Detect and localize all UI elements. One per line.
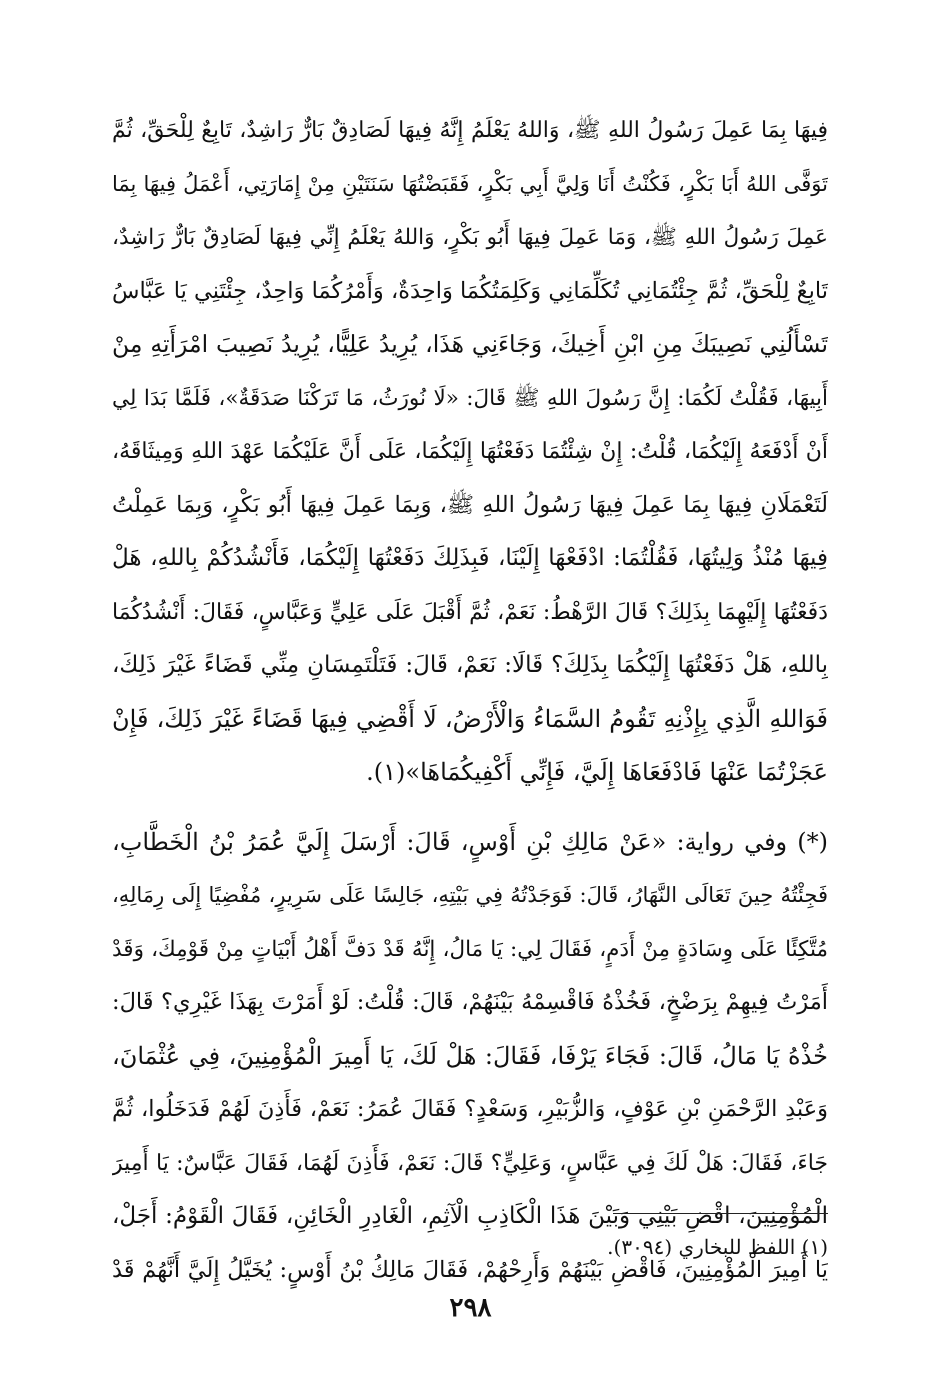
text-line: تَسْأَلُنِي نَصِيبَكَ مِنِ ابْنِ أَخِيكَ، وَجَاءَنِي هَذَا، يُرِيدُ عَلِيًّا، يُرِيدُ نَصِيبَ امْرَأَتِهِ مِنْ bbox=[112, 330, 828, 358]
text-line: جَاءَ، فَقَالَ: هَلْ لَكَ فِي عَبَّاسٍ، وَعَلِيٍّ؟ قَالَ: نَعَمْ، فَأَذِنَ لَهُمَا، فَقَالَ عَبَّاسٌ: يَا أَمِيرَ bbox=[112, 1150, 828, 1176]
footnote-divider bbox=[613, 1213, 828, 1214]
text-line: فِيهَا مُنْذُ وَلِيتُهَا، فَقُلْتُمَا: ادْفَعْهَا إِلَيْنَا، فَبِذَلِكَ دَفَعْتُهَا إِلَيْكُمَا، فَأَنْشُدُكُمْ بِاللهِ، هَلْ bbox=[112, 545, 828, 571]
text-line: أَمَرْتُ فِيهِمْ بِرَضْخٍ، فَخُذْهُ فَاقْسِمْهُ بَيْنَهُمْ، قَالَ: قُلْتُ: لَوْ أَمَرْتَ بِهَذَا غَيْرِي؟ قَالَ: bbox=[112, 989, 828, 1015]
text-line: أَنْ أَدْفَعَهُ إِلَيْكُمَا، قُلْتُ: إِنْ شِئْتُمَا دَفَعْتُهَا إِلَيْكُمَا، عَلَى أَنَّ عَلَيْكُمَا عَهْدَ اللهِ وَمِيثَاقَهُ، bbox=[112, 439, 828, 464]
text-line: وَعَبْدِ الرَّحْمَنِ بْنِ عَوْفٍ، وَالزُّبَيْرِ، وَسَعْدٍ؟ فَقَالَ عُمَرُ: نَعَمْ، فَأَذِنَ لَهُمْ فَدَخَلُوا، ثُمَّ bbox=[112, 1096, 828, 1122]
paragraph-spacer bbox=[112, 800, 828, 816]
text-line: فَجِئْتُهُ حِينَ تَعَالَى النَّهَارُ، قَالَ: فَوَجَدْتُهُ فِي بَيْتِهِ، جَالِسًا عَلَى سَرِيرٍ، مُفْضِيًا إِلَى رِمَالِهِ، bbox=[112, 883, 828, 907]
text-line: يَا أَمِيرَ الْمُؤْمِنِينَ، فَاقْضِ بَيْنَهُمْ وَأَرِحْهُمْ، فَقَالَ مَالِكُ بْنُ أَوْسٍ: يُخَيَّلُ إِلَيَّ أَنَّهُمْ قَدْ bbox=[112, 1256, 828, 1283]
footnote: (١) اللفظ للبخاري (٣٠٩٤). bbox=[607, 1235, 828, 1259]
text-line: فِيهَا بِمَا عَمِلَ رَسُولُ اللهِ ﷺ، وَاللهُ يَعْلَمُ إِنَّهُ فِيهَا لَصَادِقٌ بَارٌّ رَاشِدٌ، تَابِعٌ لِلْحَقِّ، ثُمَّ bbox=[112, 118, 828, 143]
text-line: عَجَزْتُمَا عَنْهَا فَادْفَعَاهَا إِلَيَّ، فَإِنِّي أَكْفِيكُمَاهَا»(١). bbox=[366, 758, 828, 786]
paragraph bbox=[112, 104, 828, 800]
paragraph bbox=[112, 816, 828, 1298]
text-line: أَبِيهَا، فَقُلْتُ لَكُمَا: إِنَّ رَسُولَ اللهِ ﷺ قَالَ: «لَا نُورَثُ، مَا تَرَكْنَا صَدَقَةٌ»، فَلَمَّا بَدَا لِي bbox=[112, 385, 828, 411]
page-number: ٢٩٨ bbox=[449, 1293, 492, 1323]
text-line: (*) وفي رواية: «عَنْ مَالِكِ بْنِ أَوْسٍ، قَالَ: أَرْسَلَ إِلَيَّ عُمَرُ بْنُ الْخَطَّابِ، bbox=[112, 827, 828, 856]
text-line: بِاللهِ، هَلْ دَفَعْتُهَا إِلَيْكُمَا بِذَلِكَ؟ قَالَا: نَعَمْ، قَالَ: فَتَلْتَمِسَانِ مِنِّي قَضَاءً غَيْرَ ذَلِكَ، bbox=[112, 652, 828, 678]
text-line: دَفَعْتُهَا إِلَيْهِمَا بِذَلِكَ؟ قَالَ الرَّهْطُ: نَعَمْ، ثُمَّ أَقْبَلَ عَلَى عَلِيٍّ وَعَبَّاسٍ، فَقَالَ: أَنْشُدُكُمَا bbox=[112, 599, 828, 625]
text-line: لَتَعْمَلَانِ فِيهَا بِمَا عَمِلَ فِيهَا رَسُولُ اللهِ ﷺ، وَبِمَا عَمِلَ فِيهَا أَبُو بَكْرٍ، وَبِمَا عَمِلْتُ bbox=[112, 491, 828, 518]
main-text bbox=[112, 104, 828, 1297]
text-line: الْمُؤْمِنِينَ، اقْضِ بَيْنِي وَبَيْنَ هَذَا الْكَاذِبِ الْآثِمِ، الْغَادِرِ الْخَائِنِ، فَقَالَ الْقَوْمُ: أَجَلْ، bbox=[112, 1203, 828, 1229]
text-line: خُذْهُ يَا مَالُ، قَالَ: فَجَاءَ يَرْفَا، فَقَالَ: هَلْ لَكَ، يَا أَمِيرَ الْمُؤْمِنِينَ، فِي عُثْمَانَ، bbox=[112, 1041, 828, 1070]
text-line: فَوَاللهِ الَّذِي بِإِذْنِهِ تَقُومُ السَّمَاءُ وَالْأَرْضُ، لَا أَقْضِي فِيهَا قَضَاءً غَيْرَ ذَلِكَ، فَإِنْ bbox=[112, 704, 828, 733]
text-line: تَابِعٌ لِلْحَقِّ، ثُمَّ جِئْتُمَانِي تُكَلِّمَانِي وَكَلِمَتُكُمَا وَاحِدَةٌ، وَأَمْرُكُمَا وَاحِدٌ، جِئْتَنِي يَا عَبَّاسُ bbox=[112, 277, 828, 304]
text-line: عَمِلَ رَسُولُ اللهِ ﷺ، وَمَا عَمِلَ فِيهَا أَبُو بَكْرٍ، وَاللهُ يَعْلَمُ إِنِّي فِيهَا لَصَادِقٌ بَارٌّ رَاشِدٌ، bbox=[112, 225, 828, 250]
text-line: تَوَفَّى اللهُ أَبَا بَكْرٍ، فَكُنْتُ أَنَا وَلِيَّ أَبِي بَكْرٍ، فَقَبَضْتُهَا سَنَتَيْنِ مِنْ إِمَارَتِي، أَعْمَلُ فِيهَا بِمَا bbox=[112, 171, 828, 196]
text-line: مُتَّكِئًا عَلَى وِسَادَةٍ مِنْ أَدَمٍ، فَقَالَ لِي: يَا مَالُ، إِنَّهُ قَدْ دَفَّ أَهْلُ أَبْيَاتٍ مِنْ قَوْمِكَ، وَقَدْ bbox=[112, 936, 828, 962]
